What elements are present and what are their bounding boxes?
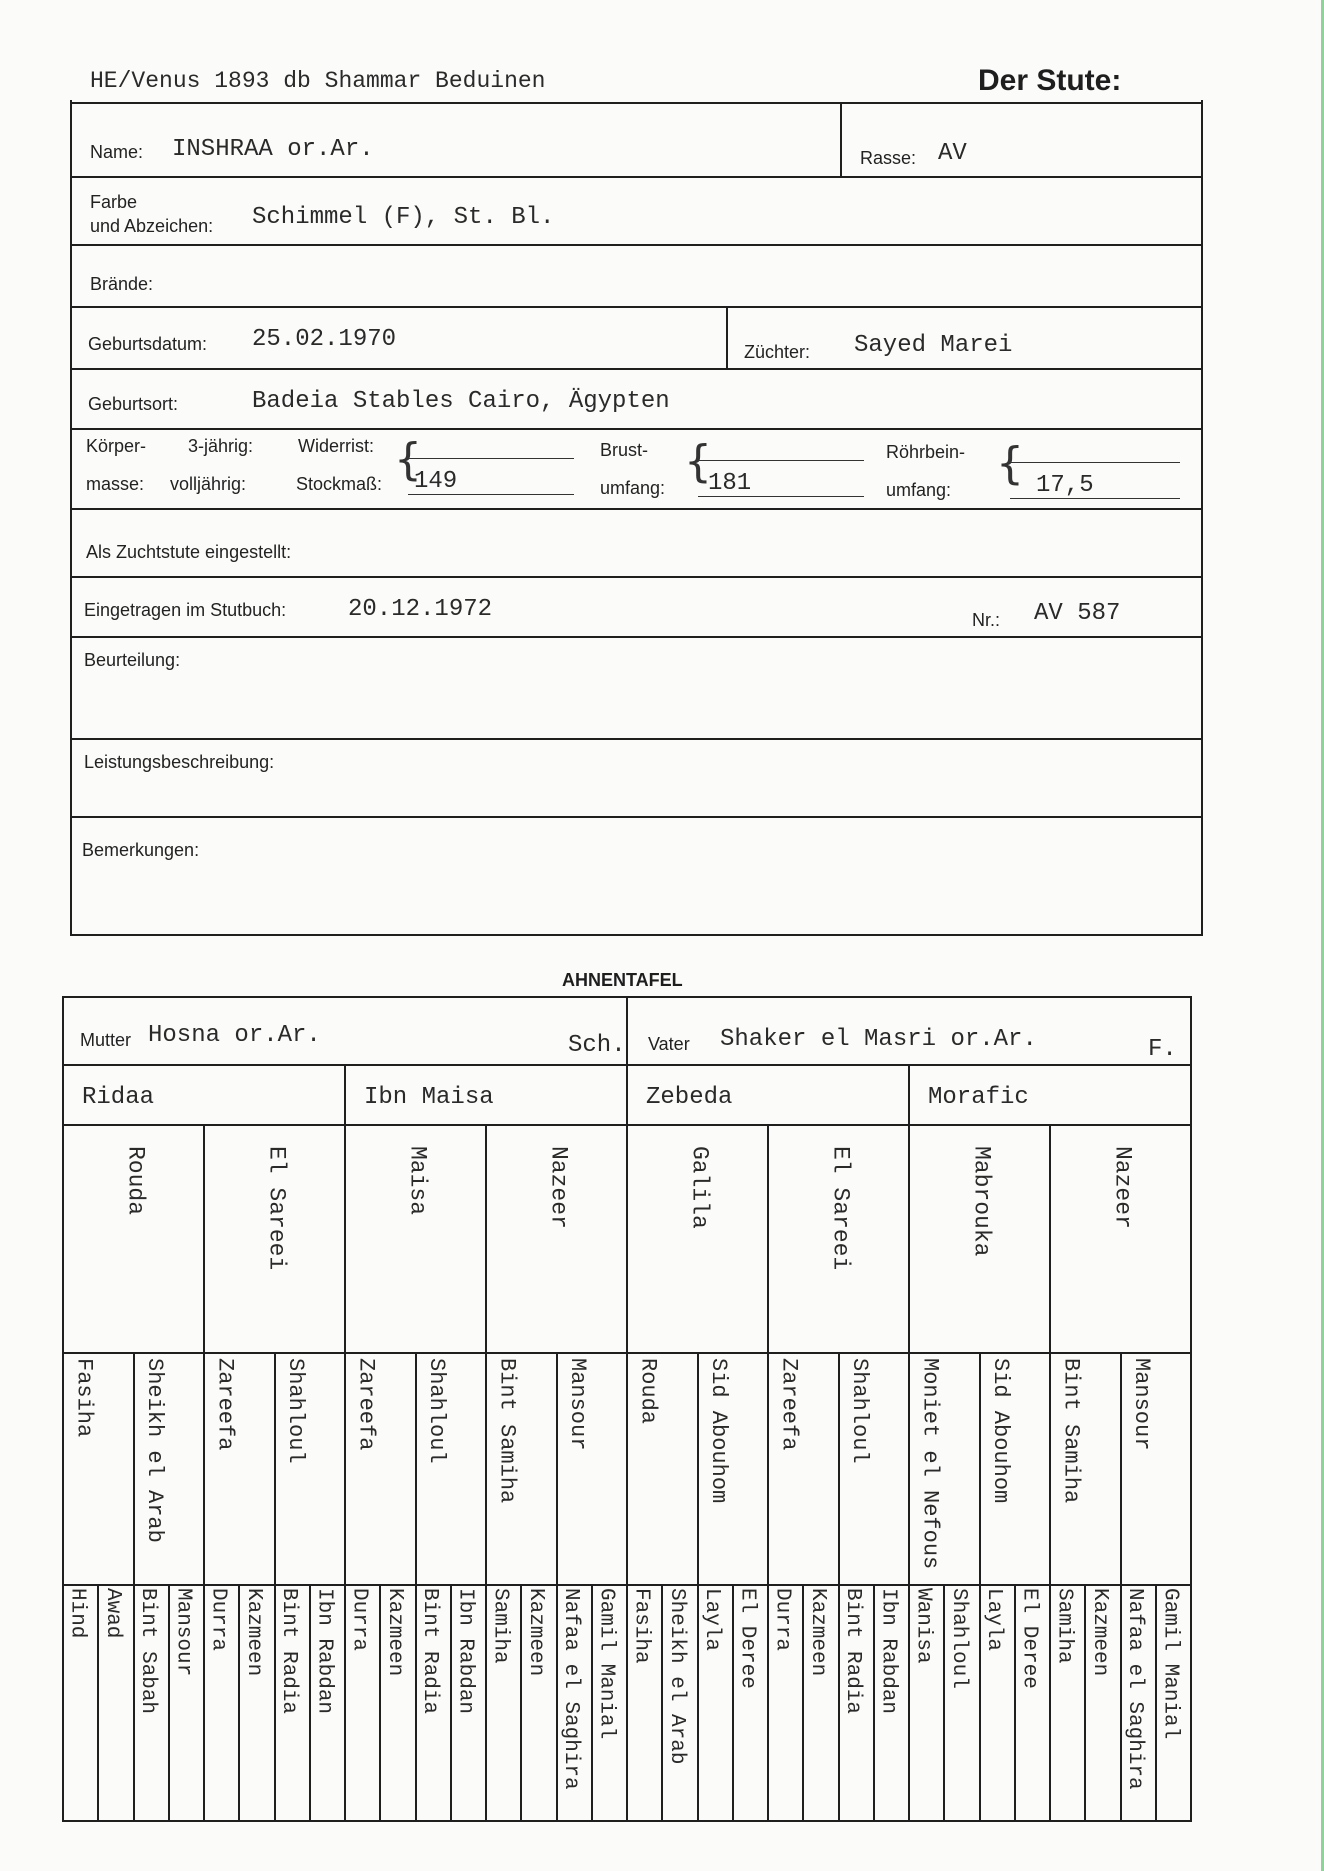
geburtsort-value: Badeia Stables Cairo, Ägypten (252, 388, 670, 415)
grid-line (873, 1584, 875, 1820)
ancestor-gen5-name: Sheikh el Arab (664, 1588, 688, 1765)
grid-line (485, 1124, 487, 1820)
ancestor-gen5-name: Ibn Rabdan (876, 1588, 900, 1715)
grid-line (1049, 1124, 1051, 1820)
ancestor-gen5-name: Kazmeen (241, 1588, 265, 1677)
dreijaehrig-label: 3-jährig: (188, 436, 254, 456)
mutter-label: Mutter (80, 1030, 132, 1050)
name-label: Name: (90, 142, 144, 162)
grid-line (62, 1820, 1192, 1822)
great-grandparent-name: Rouda (122, 1146, 149, 1216)
stutbuch-value: 20.12.1972 (348, 596, 493, 623)
bemerkungen-label: Bemerkungen: (82, 840, 200, 860)
ancestor-gen5-name: Durra (347, 1588, 371, 1652)
vater-color: F. (1148, 1036, 1177, 1063)
rule (70, 934, 1203, 936)
grid-line (450, 1584, 452, 1820)
ancestor-gen5-name: Samiha (1052, 1588, 1076, 1664)
ancestor-gen4-name: Sid Abouhom (705, 1358, 731, 1504)
rule (70, 576, 1203, 578)
ancestor-gen5-name: Bint Radia (277, 1588, 301, 1715)
grid-line (556, 1352, 558, 1820)
roehrbein-label-line2: umfang: (886, 480, 952, 500)
grid-line (344, 1064, 346, 1820)
ancestor-gen5-name: Ibn Rabdan (453, 1588, 477, 1715)
grid-line (309, 1584, 311, 1820)
great-grandparent-name: El Sareei (827, 1146, 854, 1271)
rasse-label: Rasse: (860, 148, 917, 168)
grid-line (697, 1352, 699, 1820)
roehrbein-value: 17,5 (1036, 472, 1094, 499)
ancestor-gen4-name: Fasiha (71, 1358, 97, 1438)
ancestor-gen5-name: Nafaa el Saghira (1123, 1588, 1147, 1790)
ancestor-gen5-name: Bint Radia (841, 1588, 865, 1715)
zuechter-value: Sayed Marei (854, 332, 1013, 359)
nr-value: AV 587 (1034, 600, 1121, 627)
rule (70, 816, 1203, 818)
ancestor-gen4-name: Mansour (1128, 1358, 1154, 1451)
ancestor-gen5-name: Layla (700, 1588, 724, 1652)
grid-line (626, 1064, 628, 1820)
ancestor-gen5-name: Gamil Manial (594, 1588, 618, 1740)
frame-left (70, 100, 72, 935)
brace: { (684, 436, 712, 487)
rule (70, 428, 1203, 430)
ancestor-gen4-name: Shahloul (846, 1358, 872, 1464)
ancestor-gen4-name: Rouda (635, 1358, 661, 1425)
ancestor-gen5-name: Kazmeen (523, 1588, 547, 1677)
rule (70, 738, 1203, 740)
great-grandparent-name: Nazeer (545, 1146, 572, 1229)
brace: { (996, 438, 1024, 489)
ancestor-gen4-name: Sid Abouhom (987, 1358, 1013, 1504)
great-grandparent-name: Nazeer (1109, 1146, 1136, 1229)
grid-line (908, 1064, 910, 1820)
ancestor-gen4-name: Zareefa (776, 1358, 802, 1451)
ancestor-gen5-name: El Deree (1017, 1588, 1041, 1689)
grid-line (133, 1352, 135, 1820)
stockmass-label: Stockmaß: (296, 474, 383, 494)
ancestor-gen5-name: Hind (65, 1588, 89, 1639)
roehrbein-label-line1: Röhrbein- (886, 442, 966, 462)
stockmass-value: 149 (414, 468, 458, 495)
ancestor-gen5-name: Shahloul (946, 1588, 970, 1689)
ancestor-gen4-name: Zareefa (353, 1358, 379, 1451)
rasse-value: AV (938, 140, 967, 167)
grid-line (979, 1352, 981, 1820)
beurteilung-label: Beurteilung: (84, 650, 181, 670)
geburtsdatum-value: 25.02.1970 (252, 326, 397, 353)
widerrist-label: Widerrist: (298, 436, 374, 456)
grid-line (767, 1124, 769, 1820)
ancestor-gen4-name: Bint Samiha (1058, 1358, 1084, 1504)
zuchtstute-label: Als Zuchtstute eingestellt: (86, 542, 292, 562)
rule (70, 508, 1203, 510)
great-grandparent-name: Maisa (404, 1146, 431, 1216)
grandparent-name: Ibn Maisa (364, 1084, 494, 1111)
zuechter-label: Züchter: (744, 342, 811, 362)
ancestor-gen5-name: Nafaa el Saghira (559, 1588, 583, 1790)
page-title: Der Stute: (978, 64, 1122, 97)
stutbuch-label: Eingetragen im Stutbuch: (84, 600, 287, 620)
ancestor-gen5-name: Kazmeen (1087, 1588, 1111, 1677)
divider (726, 306, 728, 368)
divider (840, 102, 842, 176)
grandparent-name: Morafic (928, 1084, 1029, 1111)
mutter-color: Sch. (568, 1032, 626, 1059)
great-grandparent-name: Mabrouka (968, 1146, 995, 1257)
grid-line (732, 1584, 734, 1820)
ancestor-gen5-name: Kazmeen (805, 1588, 829, 1677)
grid-line (1190, 996, 1192, 1820)
ancestor-gen5-name: Bint Radia (418, 1588, 442, 1715)
widerrist-line (408, 458, 574, 459)
grid-line (520, 1584, 522, 1820)
farbe-label-line1: Farbe (90, 192, 138, 212)
origin-line: HE/Venus 1893 db Shammar Beduinen (90, 68, 546, 94)
ancestor-gen5-name: Bint Sabah (136, 1588, 160, 1715)
ancestor-gen4-name: Moniet el Nefous (917, 1358, 943, 1570)
grid-line (415, 1352, 417, 1820)
rule (70, 306, 1203, 308)
great-grandparent-name: El Sareei (263, 1146, 290, 1271)
grid-line (838, 1352, 840, 1820)
name-value: INSHRAA or.Ar. (172, 136, 374, 163)
grandparent-name: Zebeda (646, 1084, 733, 1111)
grid-line (661, 1584, 663, 1820)
grid-line (168, 1584, 170, 1820)
grandparent-name: Ridaa (82, 1084, 155, 1111)
grid-line (274, 1352, 276, 1820)
frame-right (1201, 100, 1203, 935)
grid-line (1120, 1352, 1122, 1820)
farbe-label-line2: und Abzeichen: (90, 216, 214, 236)
rule (70, 176, 1203, 178)
grid-line (62, 996, 64, 1820)
brust-label-line1: Brust- (600, 440, 649, 460)
grid-line (591, 1584, 593, 1820)
brust-line (698, 460, 864, 461)
ancestor-gen4-name: Bint Samiha (494, 1358, 520, 1504)
ancestor-gen5-name: Gamil Manial (1158, 1588, 1182, 1740)
ancestor-gen4-name: Shahloul (423, 1358, 449, 1464)
roehrbein-line (1010, 462, 1180, 463)
ancestor-gen5-name: Kazmeen (382, 1588, 406, 1677)
ancestor-gen4-name: Zareefa (212, 1358, 238, 1451)
ancestor-gen5-name: Durra (206, 1588, 230, 1652)
grid-line (1155, 1584, 1157, 1820)
grid-line (379, 1584, 381, 1820)
ancestor-gen4-name: Mansour (564, 1358, 590, 1451)
ancestor-gen5-name: Fasiha (629, 1588, 653, 1664)
ancestor-gen5-name: El Deree (735, 1588, 759, 1689)
ancestor-gen5-name: Mansour (171, 1588, 195, 1677)
mutter-name: Hosna or.Ar. (148, 1022, 321, 1049)
farbe-value: Schimmel (F), St. Bl. (252, 204, 555, 231)
ancestor-gen5-name: Ibn Rabdan (312, 1588, 336, 1715)
nr-label: Nr.: (972, 610, 1001, 630)
rule (70, 368, 1203, 370)
brace: { (394, 434, 422, 485)
ancestor-gen5-name: Samiha (488, 1588, 512, 1664)
rule (70, 102, 1203, 104)
leistung-label: Leistungsbeschreibung: (84, 752, 275, 772)
pedigree-heading: AHNENTAFEL (562, 970, 683, 990)
geburtsort-label: Geburtsort: (88, 394, 179, 414)
rule (70, 244, 1203, 246)
grid-line (1014, 1584, 1016, 1820)
grid-line (943, 1584, 945, 1820)
koerper-label-line1: Körper- (86, 436, 147, 456)
rule (70, 636, 1203, 638)
vater-label: Vater (648, 1034, 690, 1054)
ancestor-gen4-name: Shahloul (282, 1358, 308, 1464)
geburtsdatum-label: Geburtsdatum: (88, 334, 208, 354)
ancestor-gen5-name: Awad (100, 1588, 124, 1639)
grid-line (97, 1584, 99, 1820)
ancestor-gen4-name: Sheikh el Arab (141, 1358, 167, 1543)
brust-value: 181 (708, 470, 752, 497)
grid-line (802, 1584, 804, 1820)
braende-label: Brände: (90, 274, 154, 294)
grid-line (238, 1584, 240, 1820)
koerper-label-line2: masse: (86, 474, 145, 494)
grid-line (1084, 1584, 1086, 1820)
great-grandparent-name: Galila (686, 1146, 713, 1229)
grid-line (203, 1124, 205, 1820)
ancestor-gen5-name: Wanisa (911, 1588, 935, 1664)
vater-name: Shaker el Masri or.Ar. (720, 1026, 1037, 1053)
brust-label-line2: umfang: (600, 478, 666, 498)
ancestor-gen5-name: Durra (770, 1588, 794, 1652)
volljaehrig-label: volljährig: (170, 474, 247, 494)
ancestor-gen5-name: Layla (982, 1588, 1006, 1652)
